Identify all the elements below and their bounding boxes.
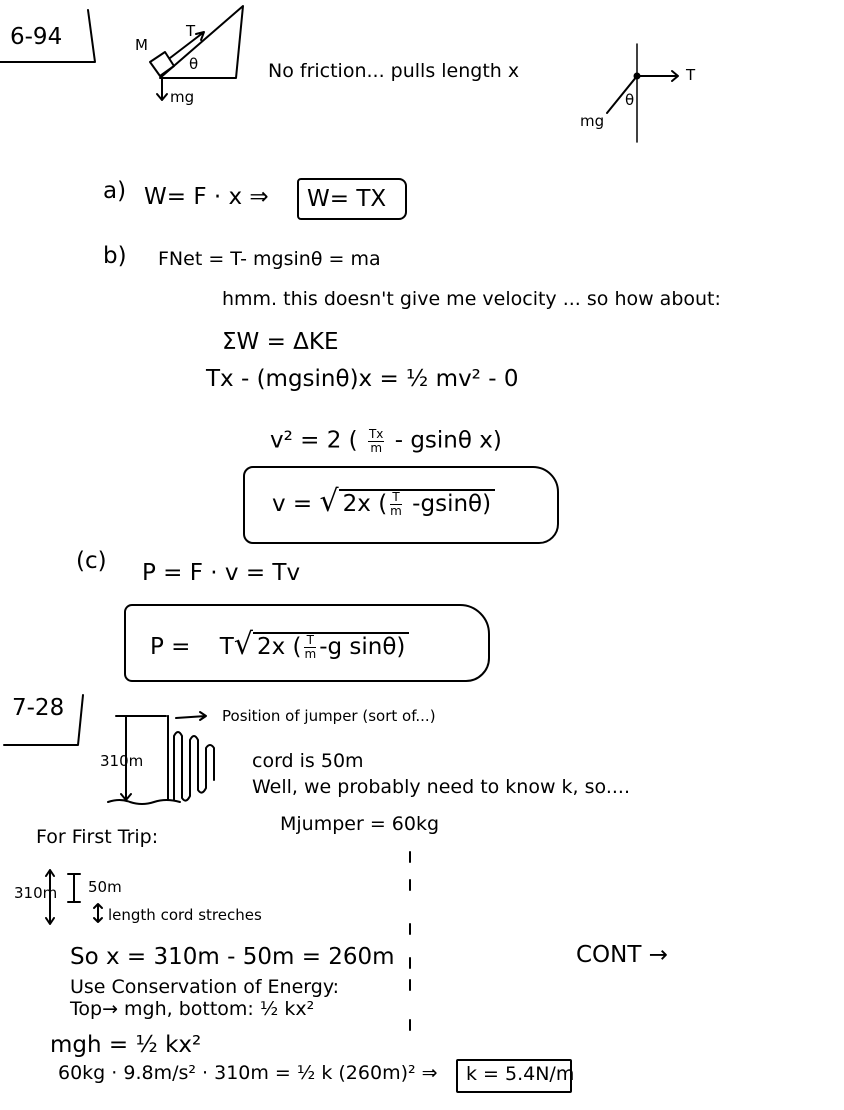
position-note: Position of jumper (sort of...) [222,707,436,725]
sqrt-sign-c: √ [233,627,253,662]
part-b-line3: ΣW = ΔKE [222,329,339,355]
diagram-mg-label: mg [170,88,195,106]
diagram-t-label: T [186,22,196,40]
answer-c-left: P = [150,634,191,660]
line5-right: - gsinθ x) [394,427,502,454]
answer-b-left: v = [272,491,313,517]
fbd-t-label: T [686,66,696,84]
x-calculation: So x = 310m - 50m = 260m [70,944,395,970]
answer-c-T: T [219,634,234,660]
problem-note: No friction... pulls length x [268,60,520,82]
jumper-mass: Mjumper = 60kg [280,813,440,835]
cliff-height-label: 310m [100,752,144,770]
conservation-line1: Use Conservation of Energy: [70,976,340,998]
k-answer: k = 5.4N/m [466,1063,575,1085]
fig-310-arrow [46,870,54,924]
label-bracket-6-94 [0,10,95,62]
mg-arrow [157,78,167,100]
part-c-label: (c) [76,548,107,574]
answer-c-radicand: 2x ( $\frac{T}{m}$ -g sinθ) [253,632,409,660]
fig-stretch-arrow [94,904,102,922]
fbd-mg-label: mg [580,112,605,130]
part-b-line1: FNet = T- mgsinθ = ma [158,248,381,270]
bungee-oscillation [174,732,214,801]
label-bracket-7-28 [4,695,83,745]
sqrt-sign-b: √ [319,484,339,519]
cord-length: cord is 50m [252,750,364,772]
fig-stretch-label: length cord streches [108,906,262,924]
continued-note: CONT → [576,942,668,968]
fig-310-label: 310m [14,884,58,902]
line5-left: v² = 2 ( [270,427,358,454]
water-surface [108,800,180,804]
position-pointer [176,712,206,720]
line5-fraction: $\frac{Tx}{m}$ [368,427,384,455]
part-b-line4: Tx - (mgsinθ)x = ½ mv² - 0 [206,366,519,392]
part-a-label: a) [103,178,127,204]
diagram-theta-label: θ [189,55,199,73]
first-trip-heading: For First Trip: [36,826,159,848]
problem-label-7-28: 7-28 [12,695,65,721]
part-a-answer: W= TX [307,186,387,212]
fbd-theta-label: θ [625,91,635,109]
need-k-note: Well, we probably need to know k, so.... [252,776,630,798]
diagram-m-label: M [135,36,148,54]
block-on-incline [150,52,174,76]
energy-substitution: 60kg · 9.8m/s² · 310m = ½ k (260m)² ⇒ [58,1062,438,1084]
answer-b-radicand: 2x ( $\frac{T}{m}$ -gsinθ) [339,489,495,517]
problem-label-6-94: 6-94 [10,24,63,50]
fbd-point [635,74,640,79]
energy-equation: mgh = ½ kx² [50,1032,202,1058]
part-b-label: b) [103,243,127,269]
fbd-tension-arrow [637,71,678,81]
fig-50-bracket [68,874,80,902]
part-b-line2: hmm. this doesn't give me velocity ... so how about: [222,288,721,310]
part-c-equation: P = F · v = Tv [142,560,301,586]
conservation-line2: Top→ mgh, bottom: ½ kx² [70,998,315,1020]
cliff-height-arrow [121,716,131,800]
fig-50-label: 50m [88,878,122,896]
part-a-equation: W= F · x ⇒ [144,184,269,210]
fbd-mg-arrow [607,76,637,113]
